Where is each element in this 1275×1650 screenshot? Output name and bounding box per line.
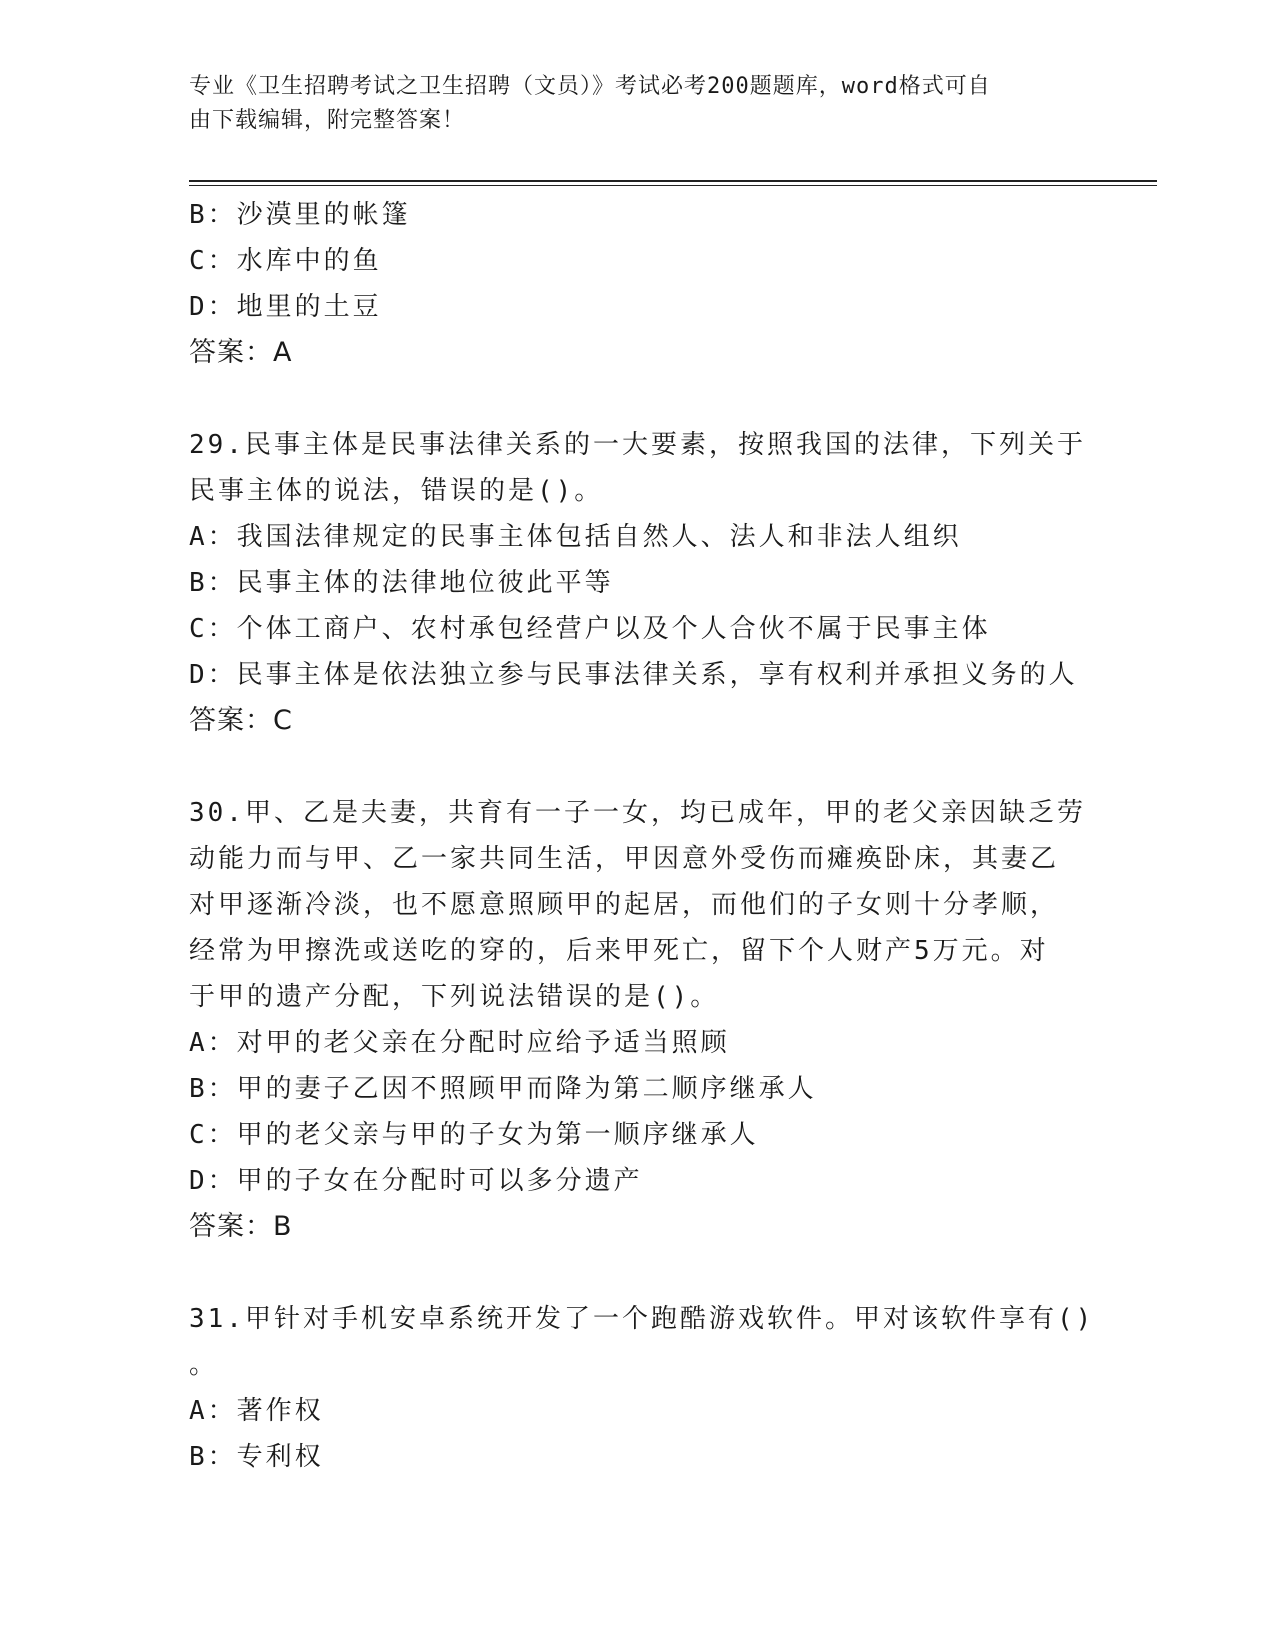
question-28 [189,192,1089,376]
question-content [189,192,1095,1480]
question-30-stem-line-4: 经常为甲擦洗或送吃的穿的，后来甲死亡，留下个人财产5万元。对 [189,936,1049,966]
spacer [189,376,1089,422]
question-29-option-b: B：民事主体的法律地位彼此平等 [189,568,614,598]
header-line-2: 由下载编辑，附完整答案！ [189,108,466,133]
header-divider-thin [189,185,1157,186]
question-28-option-c: C：水库中的鱼 [189,246,382,276]
question-30-option-b: B：甲的妻子乙因不照顾甲而降为第二顺序继承人 [189,1074,817,1104]
spacer [189,1250,1089,1296]
question-30-stem-line-3: 对甲逐渐冷淡，也不愿意照顾甲的起居，而他们的子女则十分孝顺， [189,890,1060,920]
question-31-option-b: B：专利权 [189,1442,324,1472]
question-29-option-a: A：我国法律规定的民事主体包括自然人、法人和非法人组织 [189,522,962,552]
question-30-stem-line-5: 于甲的遗产分配，下列说法错误的是()。 [189,982,720,1012]
question-29-answer: 答案：C [189,705,293,736]
question-29 [189,422,1089,744]
question-31 [189,1296,1095,1480]
question-30-option-d: D：甲的子女在分配时可以多分遗产 [189,1166,643,1196]
question-28-option-b: B：沙漠里的帐篷 [189,200,411,230]
question-30-answer: 答案：B [189,1211,293,1242]
question-28-option-d: D：地里的土豆 [189,292,382,322]
question-29-stem-line-1: 29.民事主体是民事法律关系的一大要素，按照我国的法律，下列关于 [189,430,1086,460]
question-30-stem-line-1: 30.甲、乙是夫妻，共育有一子一女，均已成年，甲的老父亲因缺乏劳 [189,798,1086,828]
document-header [189,70,1069,138]
question-31-stem-line-2: 。 [189,1350,219,1380]
question-30-option-c: C：甲的老父亲与甲的子女为第一顺序继承人 [189,1120,759,1150]
question-29-stem-line-2: 民事主体的说法，错误的是()。 [189,476,604,506]
question-30 [189,790,1089,1250]
question-30-stem-line-2: 动能力而与甲、乙一家共同生活，甲因意外受伤而瘫痪卧床，其妻乙 [189,844,1060,874]
question-29-option-d: D：民事主体是依法独立参与民事法律关系，享有权利并承担义务的人 [189,660,1078,690]
header-divider-thick [189,180,1157,182]
header-line-1: 专业《卫生招聘考试之卫生招聘（文员）》考试必考200题题库，word格式可自 [189,74,991,99]
question-31-stem-line-1: 31.甲针对手机安卓系统开发了一个跑酷游戏软件。甲对该软件享有() [189,1304,1095,1334]
question-30-option-a: A：对甲的老父亲在分配时应给予适当照顾 [189,1028,730,1058]
question-29-option-c: C：个体工商户、农村承包经营户以及个人合伙不属于民事主体 [189,614,991,644]
question-28-answer: 答案：A [189,337,293,368]
spacer [189,744,1089,790]
question-31-option-a: A：著作权 [189,1396,324,1426]
